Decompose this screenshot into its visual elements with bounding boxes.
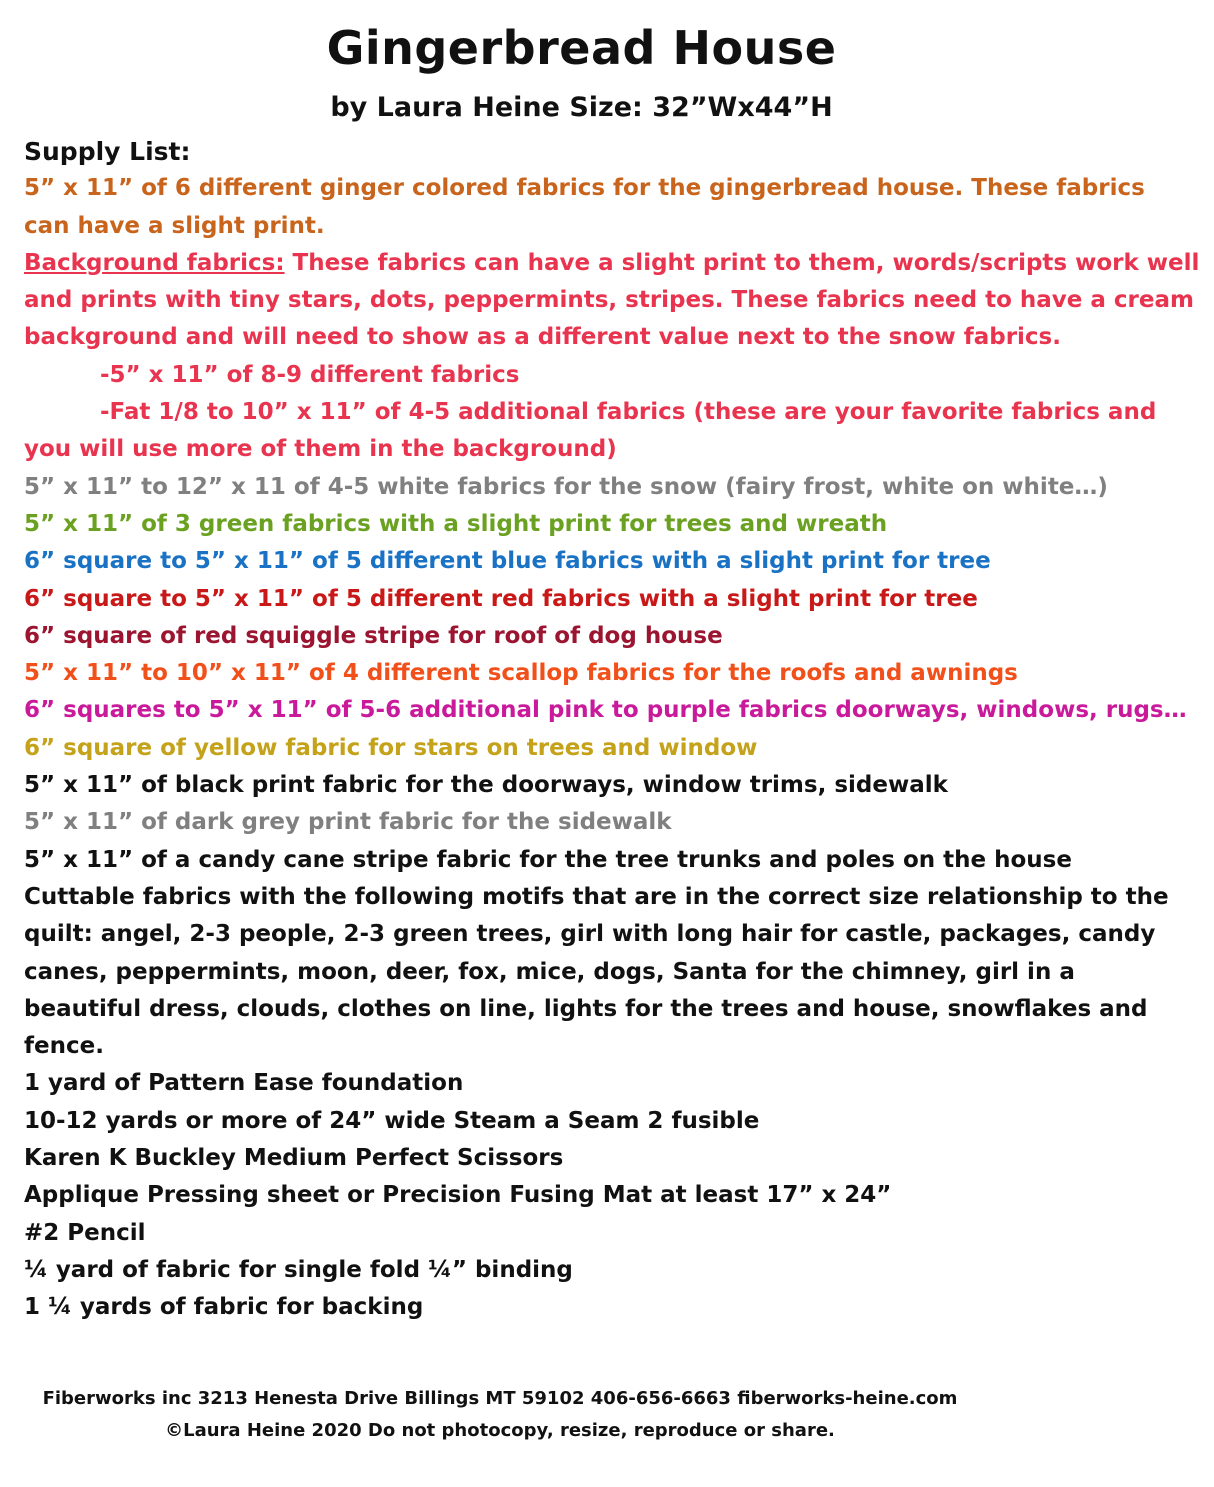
- motifs-line-2: quilt: angel, 2-3 people, 2-3 green trees, girl with long hair for castle, packages, candy: [24, 921, 1156, 948]
- footer-copyright: ©Laura Heine 2020 Do not photocopy, resize, reproduce or share.: [165, 1420, 835, 1441]
- scallop-fabrics-item: 5” x 11” to 10” x 11” of 4 different scallop fabrics for the roofs and awnings: [24, 660, 1018, 687]
- backing-item: 1 ¼ yards of fabric for backing: [24, 1294, 424, 1321]
- white-fabrics-item: 5” x 11” to 12” x 11 of 4-5 white fabrics for the snow (fairy frost, white on white…): [24, 473, 1108, 500]
- background-fabrics-line-1: [24, 245, 1200, 282]
- motifs-line-1: Cuttable fabrics with the following motifs that are in the correct size relationship to the: [24, 883, 1169, 910]
- background-sub-item-1: -5” x 11” of 8-9 different fabrics: [100, 361, 520, 388]
- motifs-line-5: fence.: [24, 1033, 104, 1060]
- pink-purple-fabrics-item: 6” squares to 5” x 11” of 5-6 additional pink to purple fabrics doorways, windows, rugs…: [24, 697, 1187, 724]
- background-sub-item-2-cont: you will use more of them in the background): [24, 436, 617, 463]
- supply-list-heading: Supply List:: [24, 137, 191, 166]
- yellow-fabric-item: 6” square of yellow fabric for stars on trees and window: [24, 734, 758, 761]
- blue-fabrics-item: 6” square to 5” x 11” of 5 different blue fabrics with a slight print for tree: [24, 548, 991, 575]
- binding-item: ¼ yard of fabric for single fold ¼” binding: [24, 1256, 573, 1283]
- foundation-item: 1 yard of Pattern Ease foundation: [24, 1070, 464, 1097]
- motifs-line-3: canes, peppermints, moon, deer, fox, mice, dogs, Santa for the chimney, girl in a: [24, 958, 1075, 985]
- background-fabrics-text: These fabrics can have a slight print to them, words/scripts work well: [284, 249, 1200, 276]
- pencil-item: #2 Pencil: [24, 1219, 146, 1246]
- green-fabrics-item: 5” x 11” of 3 green fabrics with a slight print for trees and wreath: [24, 510, 888, 537]
- black-print-item: 5” x 11” of black print fabric for the doorways, window trims, sidewalk: [24, 772, 948, 799]
- ginger-fabrics-line-1: 5” x 11” of 6 different ginger colored fabrics for the gingerbread house. These fabrics: [24, 175, 1145, 202]
- red-fabrics-item: 6” square to 5” x 11” of 5 different red fabrics with a slight print for tree: [24, 585, 978, 612]
- page-title: Gingerbread House: [326, 21, 837, 75]
- supply-list: [24, 133, 1200, 1327]
- fusible-item: 10-12 yards or more of 24” wide Steam a Seam 2 fusible: [24, 1107, 760, 1134]
- dog-house-roof-item: 6” square of red squiggle stripe for roof of dog house: [24, 622, 723, 649]
- motifs-line-4: beautiful dress, clouds, clothes on line, lights for the trees and house, snowflakes and: [24, 995, 1148, 1022]
- footer-contact: Fiberworks inc 3213 Henesta Drive Billings MT 59102 406-656-6663 fiberworks-heine.com: [42, 1388, 958, 1409]
- background-fabrics-label: Background fabrics:: [24, 249, 285, 276]
- background-fabrics-line-3: background and will need to show as a different value next to the snow fabrics.: [24, 324, 1061, 351]
- candy-cane-item: 5” x 11” of a candy cane stripe fabric for the tree trunks and poles on the house: [24, 846, 1072, 873]
- background-sub-item-2: -Fat 1/8 to 10” x 11” of 4-5 additional fabrics (these are your favorite fabrics and: [100, 399, 1157, 426]
- scissors-item: Karen K Buckley Medium Perfect Scissors: [24, 1145, 564, 1172]
- ginger-fabrics-line-2: can have a slight print.: [24, 212, 325, 239]
- page-subtitle: by Laura Heine Size: 32”Wx44”H: [330, 92, 833, 123]
- dark-grey-print-item: 5” x 11” of dark grey print fabric for the sidewalk: [24, 809, 672, 836]
- pressing-sheet-item: Applique Pressing sheet or Precision Fusing Mat at least 17” x 24”: [24, 1182, 892, 1209]
- background-fabrics-line-2: and prints with tiny stars, dots, peppermints, stripes. These fabrics need to have a cream: [24, 287, 1194, 314]
